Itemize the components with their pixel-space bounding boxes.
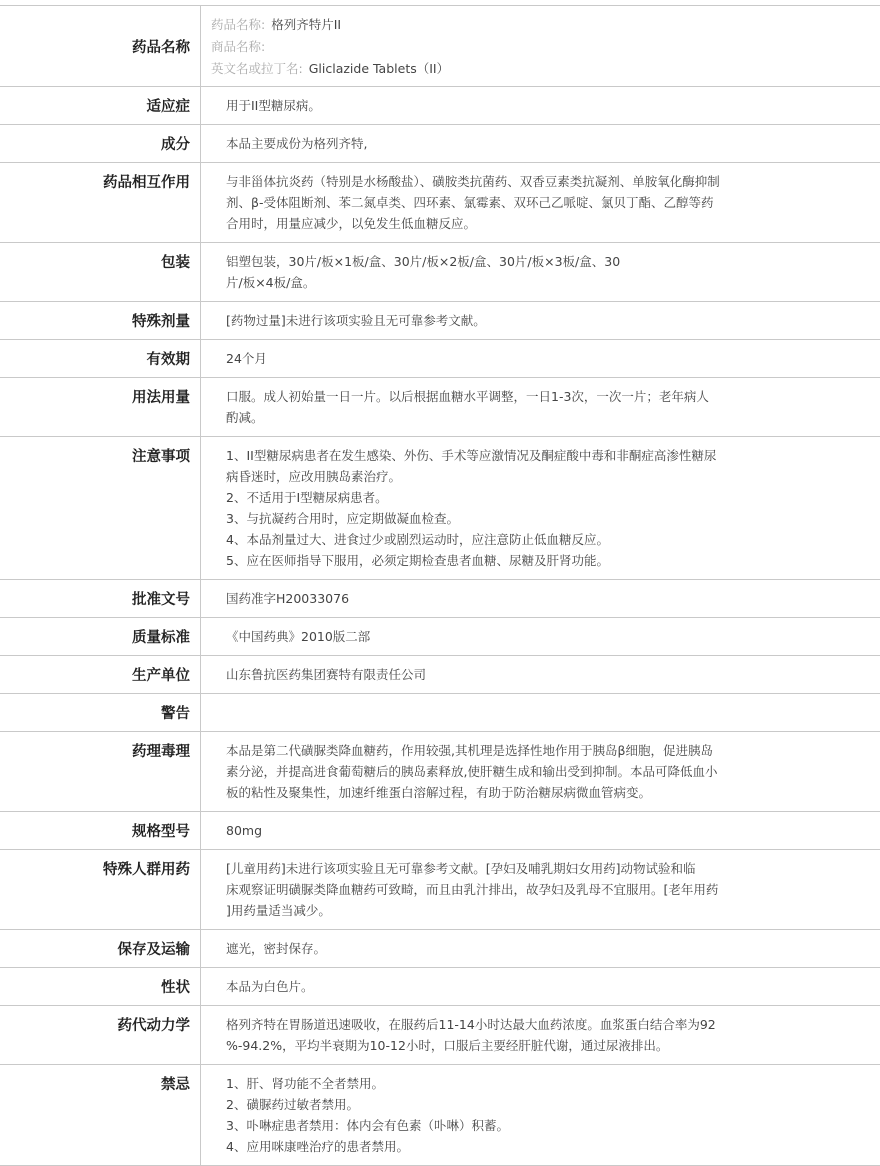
row-label [0, 618, 201, 656]
row-value [201, 1065, 880, 1166]
row-dosage [0, 378, 880, 437]
pharmacology-text-line: 素分泌，并提高进食葡萄糖后的胰岛素释放,使肝糖生成和输出受到抑制。本品可降低血小 [226, 761, 790, 782]
row-special_dosage [0, 302, 880, 340]
row-value [201, 694, 880, 732]
row-label [0, 340, 201, 378]
row-indication [0, 87, 880, 125]
row-contraindications [0, 1065, 880, 1166]
row-ingredients [0, 125, 880, 163]
package-text-line: 片/板×4板/盒。 [226, 272, 790, 293]
row-label [0, 87, 201, 125]
row-label [0, 1006, 201, 1065]
pharmacology-text-line: 板的粘性及聚集性，加速纤维蛋白溶解过程，有助于防治糖尿病微血管病变。 [226, 782, 790, 803]
row-label: 药品名称 [0, 6, 201, 87]
row-pharmacokinetics [0, 1006, 880, 1065]
row-label [0, 378, 201, 437]
row-interactions [0, 163, 880, 243]
precautions-text-line: 3、与抗凝药合用时，应定期做凝血检查。 [226, 508, 790, 529]
storage-text-line: 遮光，密封保存。 [226, 938, 790, 959]
pharmacology-text-line: 本品是第二代磺脲类降血糖药，作用较强,其机理是选择性地作用于胰岛β细胞，促进胰岛 [226, 740, 790, 761]
row-value [201, 340, 880, 378]
row-label [0, 163, 201, 243]
contraindications-text-line: 3、卟啉症患者禁用：体内会有色素（卟啉）积蓄。 [226, 1115, 790, 1136]
warning-label: 警告 [0, 702, 190, 723]
interactions-text-line: 合用时，用量应减少，以免发生低血糖反应。 [226, 213, 790, 234]
pharmacokinetics-label: 药代动力学 [0, 1014, 190, 1035]
english-name-line [211, 58, 860, 80]
row-value [201, 580, 880, 618]
row-value [201, 732, 880, 812]
indication-text-line: 用于II型糖尿病。 [226, 95, 790, 116]
row-label [0, 125, 201, 163]
precautions-text-line: 5、应在医师指导下服用，必须定期检查患者血糖、尿糖及肝肾功能。 [226, 550, 790, 571]
warning-text-line [226, 702, 790, 723]
row-value [201, 378, 880, 437]
row-value [201, 243, 880, 302]
ingredients-label: 成分 [0, 133, 190, 154]
row-appearance [0, 968, 880, 1006]
english-name-value: Gliclazide Tablets（II） [309, 61, 449, 76]
approval-text-line: 国药准字H20033076 [226, 588, 790, 609]
row-label [0, 694, 201, 732]
row-value [201, 968, 880, 1006]
row-drug-name [0, 6, 880, 87]
row-value [201, 163, 880, 243]
dosage-label: 用法用量 [0, 386, 190, 407]
row-label [0, 243, 201, 302]
precautions-text-line: 4、本品剂量过大、进食过少或剧烈运动时，应注意防止低血糖反应。 [226, 529, 790, 550]
precautions-text-line: 1、II型糖尿病患者在发生感染、外伤、手术等应激情况及酮症酸中毒和非酮症高渗性糖尿 [226, 445, 790, 466]
row-value [201, 6, 880, 87]
row-value [201, 87, 880, 125]
trade-name-label: 商品名称: [211, 39, 265, 54]
row-label [0, 968, 201, 1006]
trade-name-line [211, 36, 860, 58]
manufacturer-label: 生产单位 [0, 664, 190, 685]
row-precautions [0, 437, 880, 580]
pharmacokinetics-text-line: %-94.2%，平均半衰期为10-12小时，口服后主要经肝脏代谢，通过尿液排出。 [226, 1035, 790, 1056]
interactions-label: 药品相互作用 [0, 171, 190, 192]
row-value [201, 1006, 880, 1065]
precautions-text-line: 病昏迷时，应改用胰岛素治疗。 [226, 466, 790, 487]
package-label: 包装 [0, 251, 190, 272]
row-value [201, 812, 880, 850]
row-validity [0, 340, 880, 378]
standard-label: 质量标准 [0, 626, 190, 647]
contraindications-text-line: 2、磺脲药过敏者禁用。 [226, 1094, 790, 1115]
special_dosage-label: 特殊剂量 [0, 310, 190, 331]
package-text-line: 铝塑包装，30片/板×1板/盒、30片/板×2板/盒、30片/板×3板/盒、30 [226, 251, 790, 272]
row-standard [0, 618, 880, 656]
special_population-text-line: [儿童用药]未进行该项实验且无可靠参考文献。[孕妇及哺乳期妇女用药]动物试验和临 [226, 858, 790, 879]
ingredients-text-line: 本品主要成份为格列齐特, [226, 133, 790, 154]
interactions-text-line: 与非甾体抗炎药（特别是水杨酸盐）、磺胺类抗菌药、双香豆素类抗凝剂、单胺氧化酶抑制 [226, 171, 790, 192]
pharmacology-label: 药理毒理 [0, 740, 190, 761]
row-label [0, 302, 201, 340]
english-name-label: 英文名或拉丁名: [211, 61, 303, 76]
validity-text-line: 24个月 [226, 348, 790, 369]
row-value [201, 930, 880, 968]
row-label [0, 1065, 201, 1166]
special_population-text-line: 床观察证明磺脲类降血糖药可致畸，而且由乳汁排出，故孕妇及乳母不宜服用。[老年用药 [226, 879, 790, 900]
validity-label: 有效期 [0, 348, 190, 369]
approval-label: 批准文号 [0, 588, 190, 609]
manufacturer-text-line: 山东鲁抗医药集团赛特有限责任公司 [226, 664, 790, 685]
generic-name-label: 药品名称: [211, 17, 265, 32]
special_population-text-line: ]用药量适当减少。 [226, 900, 790, 921]
standard-text-line: 《中国药典》2010版二部 [226, 626, 790, 647]
row-label [0, 732, 201, 812]
appearance-label: 性状 [0, 976, 190, 997]
row-storage [0, 930, 880, 968]
row-value [201, 302, 880, 340]
drug-info-table [0, 5, 880, 1166]
row-special_population [0, 850, 880, 930]
row-label [0, 437, 201, 580]
row-approval [0, 580, 880, 618]
row-label [0, 930, 201, 968]
row-label [0, 812, 201, 850]
row-warning [0, 694, 880, 732]
indication-label: 适应症 [0, 95, 190, 116]
special_population-label: 特殊人群用药 [0, 858, 190, 879]
row-label [0, 580, 201, 618]
generic-name-value: 格列齐特片II [271, 17, 341, 32]
special_dosage-text-line: [药物过量]未进行该项实验且无可靠参考文献。 [226, 310, 790, 331]
appearance-text-line: 本品为白色片。 [226, 976, 790, 997]
contraindications-text-line: 4、应用咪康唑治疗的患者禁用。 [226, 1136, 790, 1157]
dosage-text-line: 酌减。 [226, 407, 790, 428]
generic-name-line [211, 14, 860, 36]
row-value [201, 618, 880, 656]
spec-label: 规格型号 [0, 820, 190, 841]
row-spec [0, 812, 880, 850]
row-package [0, 243, 880, 302]
contraindications-label: 禁忌 [0, 1073, 190, 1094]
storage-label: 保存及运输 [0, 938, 190, 959]
spec-text-line: 80mg [226, 820, 790, 841]
pharmacokinetics-text-line: 格列齐特在胃肠道迅速吸收，在服药后11-14小时达最大血药浓度。血浆蛋白结合率为92 [226, 1014, 790, 1035]
precautions-label: 注意事项 [0, 445, 190, 466]
row-label [0, 656, 201, 694]
interactions-text-line: 剂、β-受体阻断剂、苯二氮卓类、四环素、氯霉素、双环己乙哌啶、氯贝丁酯、乙醇等药 [226, 192, 790, 213]
dosage-text-line: 口服。成人初始量一日一片。以后根据血糖水平调整，一日1-3次，一次一片；老年病人 [226, 386, 790, 407]
row-pharmacology [0, 732, 880, 812]
row-label [0, 850, 201, 930]
contraindications-text-line: 1、肝、肾功能不全者禁用。 [226, 1073, 790, 1094]
precautions-text-line: 2、不适用于I型糖尿病患者。 [226, 487, 790, 508]
row-value [201, 656, 880, 694]
row-value [201, 437, 880, 580]
row-manufacturer [0, 656, 880, 694]
row-value [201, 850, 880, 930]
row-value [201, 125, 880, 163]
